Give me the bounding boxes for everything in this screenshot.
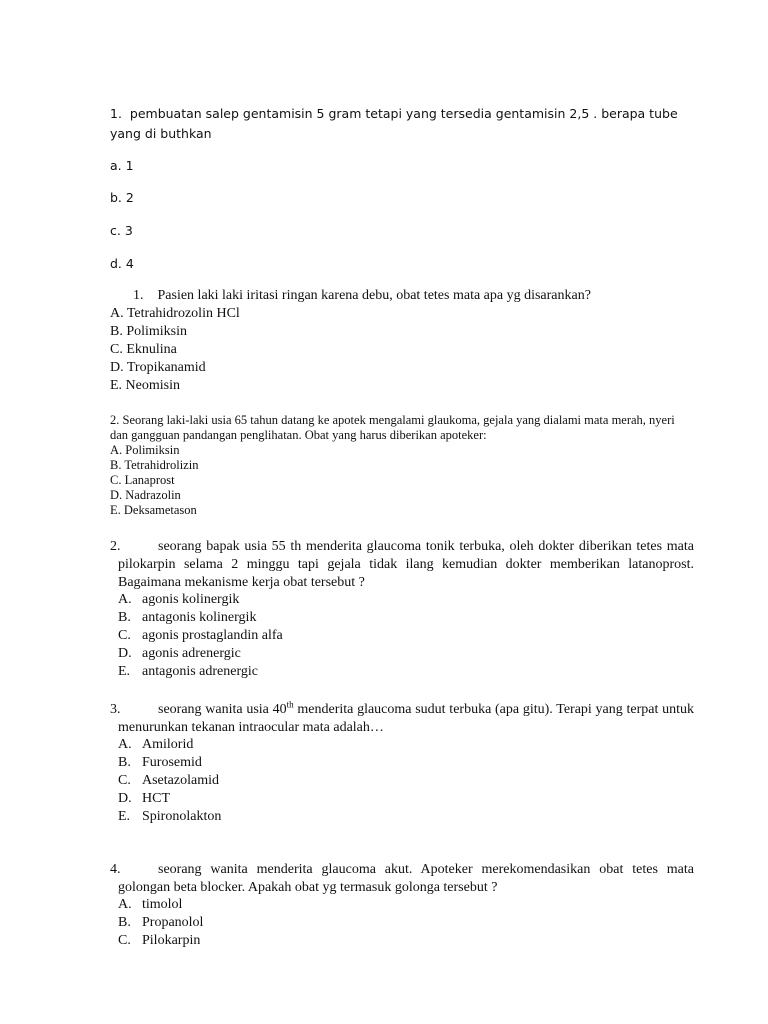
option-d: D. Tropikanamid bbox=[110, 360, 206, 375]
option-e: E. Deksametason bbox=[110, 503, 197, 517]
option-b: B. Polimiksin bbox=[110, 324, 188, 339]
option-a: a. 1 bbox=[110, 158, 134, 173]
option-c: c. 3 bbox=[110, 223, 133, 238]
option-a: A. agonis kolinergik bbox=[118, 592, 240, 607]
question-number: 4. bbox=[110, 862, 121, 877]
question-1 bbox=[110, 104, 700, 144]
question-5-options bbox=[118, 736, 221, 826]
option-c: C. Asetazolamid bbox=[118, 773, 219, 788]
question-text: Pasien laki laki iritasi ringan karena debu, obat tetes mata apa yg disarankan? bbox=[157, 288, 591, 303]
option-b: B. Furosemid bbox=[118, 755, 202, 770]
question-5-text: seorang wanita usia 40th menderita glaucoma sudut terbuka (apa gitu). Terapi yang terpat untuk menurunkan tekanan intraocular mata adalah… bbox=[118, 699, 694, 735]
option-b: B. antagonis kolinergik bbox=[118, 610, 257, 625]
question-3-options bbox=[110, 443, 198, 518]
question-4-options bbox=[118, 591, 283, 681]
option-c: C. agonis prostaglandin alfa bbox=[118, 628, 283, 643]
option-a: A. Amilorid bbox=[118, 737, 194, 752]
option-c: C. Pilokarpin bbox=[118, 933, 201, 948]
question-number: 2. bbox=[110, 539, 121, 554]
option-d: d. 4 bbox=[110, 256, 134, 271]
question-2 bbox=[133, 287, 591, 305]
option-a: A. timolol bbox=[118, 897, 183, 912]
option-e: E. Neomisin bbox=[110, 378, 180, 393]
question-text: pembuatan salep gentamisin 5 gram tetapi yang tersedia gentamisin 2,5 . berapa tube yang di buthkan bbox=[110, 106, 678, 141]
question-2-options bbox=[110, 305, 240, 395]
question-6-text: seorang wanita menderita glaucoma akut. Apoteker merekomendasikan obat tetes mata golongan beta blocker. Apakah obat yg termasuk golonga tersebut ? bbox=[118, 862, 694, 895]
question-3: 2. Seorang laki-laki usia 65 tahun datang ke apotek mengalami glaukoma, gejala yang dialami mata merah, nyeri dan gangguan pandangan penglihatan. Obat yang harus diberikan apoteker: bbox=[110, 413, 675, 442]
option-c: C. Eknulina bbox=[110, 342, 177, 357]
option-e: E. antagonis adrenergic bbox=[118, 664, 258, 679]
question-number: 3. bbox=[110, 702, 121, 717]
option-a: A. Polimiksin bbox=[110, 443, 180, 457]
option-a: A. Tetrahidrozolin HCl bbox=[110, 306, 240, 321]
question-4-text: seorang bapak usia 55 th menderita glaucoma tonik terbuka, oleh dokter diberikan tetes mata pilokarpin selama 2 minggu tapi gejala tidak ilang kemudian dokter memberikan latanoprost. Bagaimana mekanisme kerja obat tersebut ? bbox=[118, 539, 694, 590]
option-c: C. Lanaprost bbox=[110, 473, 175, 487]
option-b: B. Propanolol bbox=[118, 915, 204, 930]
question-number: 1. bbox=[133, 288, 144, 303]
question-number: 1. bbox=[110, 106, 122, 121]
question-6-options bbox=[118, 896, 203, 950]
option-b: B. Tetrahidrolizin bbox=[110, 458, 199, 472]
option-d: D. agonis adrenergic bbox=[118, 646, 241, 661]
option-e: E. Spironolakton bbox=[118, 809, 222, 824]
option-d: D. HCT bbox=[118, 791, 170, 806]
option-b: b. 2 bbox=[110, 190, 134, 205]
option-d: D. Nadrazolin bbox=[110, 488, 181, 502]
